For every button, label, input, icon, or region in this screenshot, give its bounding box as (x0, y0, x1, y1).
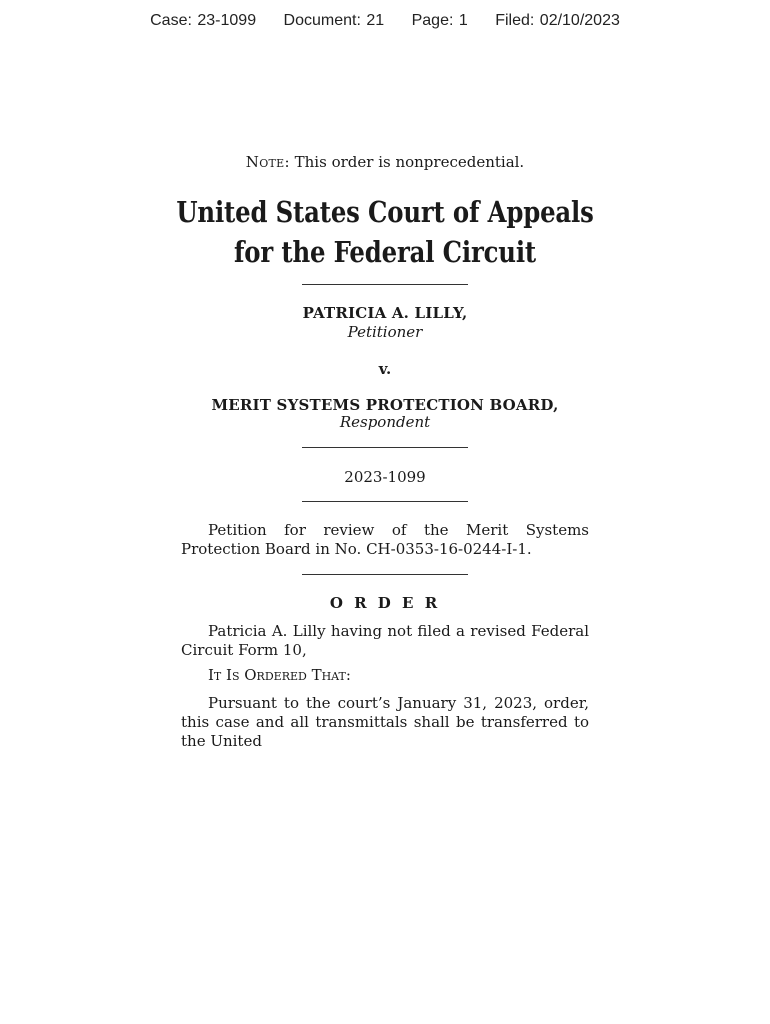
court-title-line2: for the Federal Circuit (233, 235, 536, 269)
versus: v. (378, 360, 392, 378)
note-label: Note: (245, 153, 290, 171)
order-paragraph-1: Patricia A. Lilly having not filed a revised Federal Circuit Form 10, (181, 622, 589, 659)
court-title (62, 192, 709, 272)
respondent-name: MERIT SYSTEMS PROTECTION BOARD, (211, 396, 559, 414)
case-number: Case: 23-1099 (150, 12, 257, 29)
divider-rule (302, 447, 468, 448)
ordered-that: It Is Ordered That: (208, 666, 351, 684)
document-number: Document: 21 (283, 12, 385, 29)
note-text: This order is nonprecedential. (294, 153, 525, 171)
docket-number: 2023-1099 (344, 468, 426, 486)
filed-date: Filed: 02/10/2023 (495, 12, 620, 29)
divider-rule (302, 501, 468, 502)
petitioner-name: PATRICIA A. LILLY, (302, 304, 468, 322)
petition-paragraph: Petition for review of the Merit Systems Protection Board in No. CH-0353-16-0244-I-1. (181, 521, 589, 558)
case-header (0, 12, 770, 30)
petitioner-role: Petitioner (347, 323, 423, 341)
divider-rule (302, 284, 468, 285)
order-heading: O R D E R (329, 594, 441, 612)
precedential-note (0, 153, 770, 171)
respondent-role: Respondent (339, 413, 431, 431)
divider-rule (302, 574, 468, 575)
page-number: Page: 1 (411, 12, 468, 29)
court-title-line1: United States Court of Appeals (176, 195, 594, 229)
order-paragraph-2: Pursuant to the court’s January 31, 2023, order, this case and all transmittals shall be transferred to the United (181, 694, 589, 750)
